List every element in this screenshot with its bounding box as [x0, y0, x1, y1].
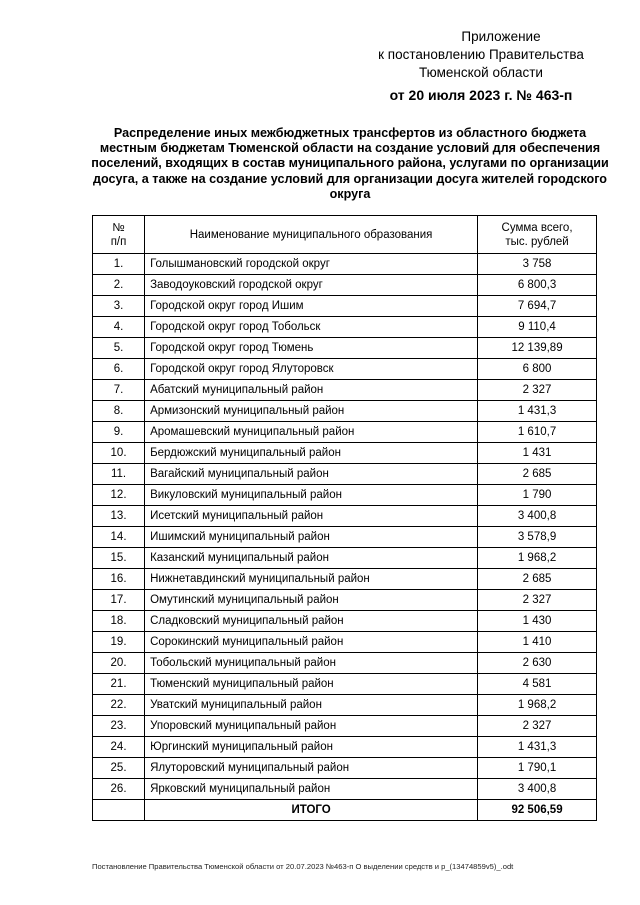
row-name: Юргинский муниципальный район — [145, 737, 478, 758]
row-sum: 3 578,9 — [478, 527, 597, 548]
table-row — [93, 590, 597, 611]
row-sum: 1 410 — [478, 632, 597, 653]
row-num: 19. — [93, 632, 145, 653]
row-name: Заводоуковский городской округ — [145, 275, 478, 296]
row-sum: 2 327 — [478, 716, 597, 737]
table-row — [93, 485, 597, 506]
row-name: Ярковский муниципальный район — [145, 779, 478, 800]
table-row — [93, 632, 597, 653]
table-row — [93, 443, 597, 464]
table-row — [93, 296, 597, 317]
row-sum: 7 694,7 — [478, 296, 597, 317]
row-sum: 9 110,4 — [478, 317, 597, 338]
row-name: Аромашевский муниципальный район — [145, 422, 478, 443]
row-num: 25. — [93, 758, 145, 779]
appendix-label: Приложение — [461, 29, 541, 44]
header-sum-line2: тыс. рублей — [505, 235, 569, 248]
table-row — [93, 569, 597, 590]
row-sum: 1 790,1 — [478, 758, 597, 779]
row-num: 23. — [93, 716, 145, 737]
row-num: 6. — [93, 359, 145, 380]
row-sum: 1 430 — [478, 611, 597, 632]
row-num: 18. — [93, 611, 145, 632]
row-sum: 2 685 — [478, 569, 597, 590]
row-num: 2. — [93, 275, 145, 296]
header-num-line2: п/п — [110, 235, 127, 248]
row-name: Вагайский муниципальный район — [145, 464, 478, 485]
row-num: 9. — [93, 422, 145, 443]
row-sum: 2 327 — [478, 380, 597, 401]
table-body — [93, 254, 597, 800]
table-row — [93, 401, 597, 422]
row-num: 15. — [93, 548, 145, 569]
row-sum: 3 758 — [478, 254, 597, 275]
row-num: 1. — [93, 254, 145, 275]
row-name: Тобольский муниципальный район — [145, 653, 478, 674]
row-sum: 2 685 — [478, 464, 597, 485]
row-name: Сорокинский муниципальный район — [145, 632, 478, 653]
row-name: Исетский муниципальный район — [145, 506, 478, 527]
row-num: 20. — [93, 653, 145, 674]
total-row — [93, 800, 597, 821]
row-sum: 1 968,2 — [478, 548, 597, 569]
row-sum: 1 431,3 — [478, 401, 597, 422]
row-name: Городской округ город Ишим — [145, 296, 478, 317]
header-num — [93, 216, 145, 254]
row-sum: 3 400,8 — [478, 506, 597, 527]
row-sum: 4 581 — [478, 674, 597, 695]
total-num — [93, 800, 145, 821]
header-name: Наименование муниципального образования — [145, 216, 478, 254]
row-name: Казанский муниципальный район — [145, 548, 478, 569]
row-num: 3. — [93, 296, 145, 317]
row-num: 13. — [93, 506, 145, 527]
row-name: Уватский муниципальный район — [145, 695, 478, 716]
row-name: Омутинский муниципальный район — [145, 590, 478, 611]
row-num: 8. — [93, 401, 145, 422]
table-row — [93, 716, 597, 737]
row-name: Городской округ город Тобольск — [145, 317, 478, 338]
row-num: 5. — [93, 338, 145, 359]
total-label: ИТОГО — [145, 800, 478, 821]
table-row — [93, 695, 597, 716]
footer-filename: Постановление Правительства Тюменской области от 20.07.2023 №463-п О выделении средств и р_(13474859v5)_.odt — [92, 862, 514, 871]
row-num: 10. — [93, 443, 145, 464]
appendix-resolution: к постановлению Правительства — [378, 47, 584, 62]
row-num: 24. — [93, 737, 145, 758]
row-name: Ишимский муниципальный район — [145, 527, 478, 548]
row-sum: 1 431 — [478, 443, 597, 464]
table-row — [93, 380, 597, 401]
row-sum: 1 610,7 — [478, 422, 597, 443]
table-row — [93, 674, 597, 695]
total-sum: 92 506,59 — [478, 800, 597, 821]
row-num: 4. — [93, 317, 145, 338]
row-sum: 6 800 — [478, 359, 597, 380]
table-row — [93, 317, 597, 338]
table-row — [93, 548, 597, 569]
row-name: Нижнетавдинский муниципальный район — [145, 569, 478, 590]
row-name: Викуловский муниципальный район — [145, 485, 478, 506]
row-name: Сладковский муниципальный район — [145, 611, 478, 632]
table-row — [93, 737, 597, 758]
table-row — [93, 506, 597, 527]
row-sum: 1 790 — [478, 485, 597, 506]
row-num: 14. — [93, 527, 145, 548]
row-name: Ялуторовский муниципальный район — [145, 758, 478, 779]
table-header-row — [93, 216, 597, 254]
table-row — [93, 779, 597, 800]
row-name: Абатский муниципальный район — [145, 380, 478, 401]
row-num: 7. — [93, 380, 145, 401]
table-row — [93, 527, 597, 548]
row-name: Городской округ город Тюмень — [145, 338, 478, 359]
row-name: Голышмановский городской округ — [145, 254, 478, 275]
document-title: Распределение иных межбюджетных трансфертов из областного бюджета местным бюджетам Тюменской области на создание условий для обеспечения поселений, входящих в состав муниципального района, услугами по организации досуга, а также на создание условий для организации досуга жителей городского округа — [91, 126, 609, 201]
row-name: Бердюжский муниципальный район — [145, 443, 478, 464]
table-row — [93, 653, 597, 674]
row-name: Городской округ город Ялуторовск — [145, 359, 478, 380]
row-num: 11. — [93, 464, 145, 485]
row-num: 26. — [93, 779, 145, 800]
table-row — [93, 275, 597, 296]
row-name: Армизонский муниципальный район — [145, 401, 478, 422]
header-sum-line1: Сумма всего, — [501, 221, 573, 234]
row-sum: 3 400,8 — [478, 779, 597, 800]
appendix-date-number: от 20 июля 2023 г. № 463-п — [389, 87, 573, 103]
table-row — [93, 422, 597, 443]
header-sum — [478, 216, 597, 254]
row-num: 17. — [93, 590, 145, 611]
row-sum: 2 327 — [478, 590, 597, 611]
table-row — [93, 758, 597, 779]
row-num: 16. — [93, 569, 145, 590]
appendix-block — [340, 28, 622, 104]
row-name: Упоровский муниципальный район — [145, 716, 478, 737]
table-row — [93, 254, 597, 275]
row-name: Тюменский муниципальный район — [145, 674, 478, 695]
row-sum: 6 800,3 — [478, 275, 597, 296]
row-sum: 2 630 — [478, 653, 597, 674]
table-row — [93, 611, 597, 632]
row-num: 21. — [93, 674, 145, 695]
row-num: 22. — [93, 695, 145, 716]
row-sum: 12 139,89 — [478, 338, 597, 359]
row-num: 12. — [93, 485, 145, 506]
row-sum: 1 968,2 — [478, 695, 597, 716]
distribution-table — [92, 215, 597, 821]
row-sum: 1 431,3 — [478, 737, 597, 758]
table-row — [93, 464, 597, 485]
table-row — [93, 338, 597, 359]
header-num-line1: № — [112, 221, 125, 234]
table-row — [93, 359, 597, 380]
appendix-region: Тюменской области — [419, 65, 543, 80]
